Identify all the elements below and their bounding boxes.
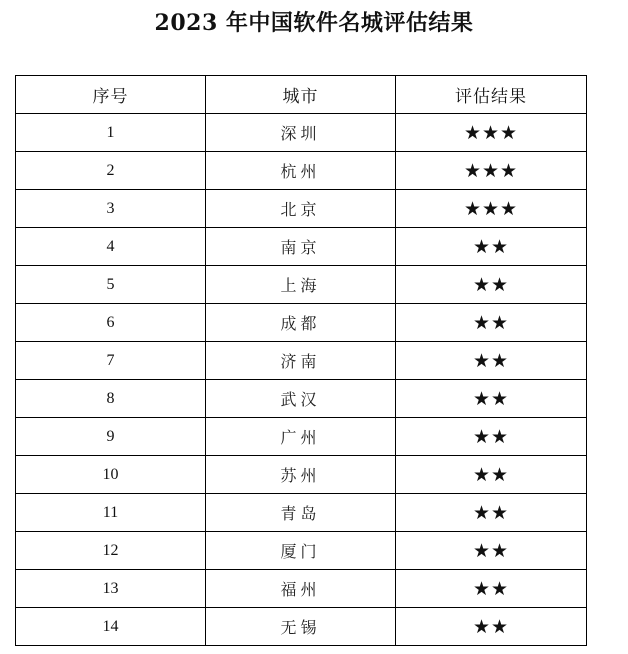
row-rating: ★★ [396, 608, 587, 646]
page-title: 2023 年中国软件名城评估结果 [154, 10, 474, 36]
table-row [16, 152, 587, 190]
row-seq: 9 [16, 418, 206, 456]
row-rating: ★★★ [396, 114, 587, 152]
row-seq: 2 [16, 152, 206, 190]
row-city: 杭州 [206, 152, 396, 190]
row-seq: 13 [16, 570, 206, 608]
row-city: 成都 [206, 304, 396, 342]
row-city: 济南 [206, 342, 396, 380]
row-rating: ★★ [396, 342, 587, 380]
row-city: 北京 [206, 190, 396, 228]
table-row [16, 494, 587, 532]
row-seq: 3 [16, 190, 206, 228]
row-rating: ★★ [396, 532, 587, 570]
row-seq: 8 [16, 380, 206, 418]
header-seq: 序号 [16, 76, 206, 114]
row-seq: 11 [16, 494, 206, 532]
row-seq: 4 [16, 228, 206, 266]
table-header-row [16, 76, 587, 114]
row-rating: ★★ [396, 418, 587, 456]
table-row [16, 228, 587, 266]
row-city: 武汉 [206, 380, 396, 418]
table-row [16, 532, 587, 570]
row-rating: ★★ [396, 570, 587, 608]
row-rating: ★★ [396, 228, 587, 266]
row-seq: 12 [16, 532, 206, 570]
row-seq: 6 [16, 304, 206, 342]
table-row [16, 304, 587, 342]
row-rating: ★★ [396, 380, 587, 418]
row-city: 福州 [206, 570, 396, 608]
row-rating: ★★★ [396, 152, 587, 190]
table-row [16, 418, 587, 456]
table-row [16, 342, 587, 380]
row-city: 苏州 [206, 456, 396, 494]
row-seq: 5 [16, 266, 206, 304]
row-seq: 10 [16, 456, 206, 494]
row-city: 深圳 [206, 114, 396, 152]
table-row [16, 380, 587, 418]
row-city: 广州 [206, 418, 396, 456]
results-table [15, 75, 587, 646]
row-city: 厦门 [206, 532, 396, 570]
table-row [16, 456, 587, 494]
row-city: 青岛 [206, 494, 396, 532]
row-city: 南京 [206, 228, 396, 266]
table-row [16, 608, 587, 646]
row-city: 无锡 [206, 608, 396, 646]
row-rating: ★★ [396, 456, 587, 494]
table-row [16, 190, 587, 228]
table-row [16, 570, 587, 608]
row-seq: 7 [16, 342, 206, 380]
header-result: 评估结果 [396, 76, 587, 114]
row-rating: ★★ [396, 494, 587, 532]
row-city: 上海 [206, 266, 396, 304]
table-row [16, 266, 587, 304]
row-seq: 14 [16, 608, 206, 646]
row-rating: ★★ [396, 304, 587, 342]
header-city: 城市 [206, 76, 396, 114]
table-row [16, 114, 587, 152]
row-rating: ★★★ [396, 190, 587, 228]
row-rating: ★★ [396, 266, 587, 304]
row-seq: 1 [16, 114, 206, 152]
